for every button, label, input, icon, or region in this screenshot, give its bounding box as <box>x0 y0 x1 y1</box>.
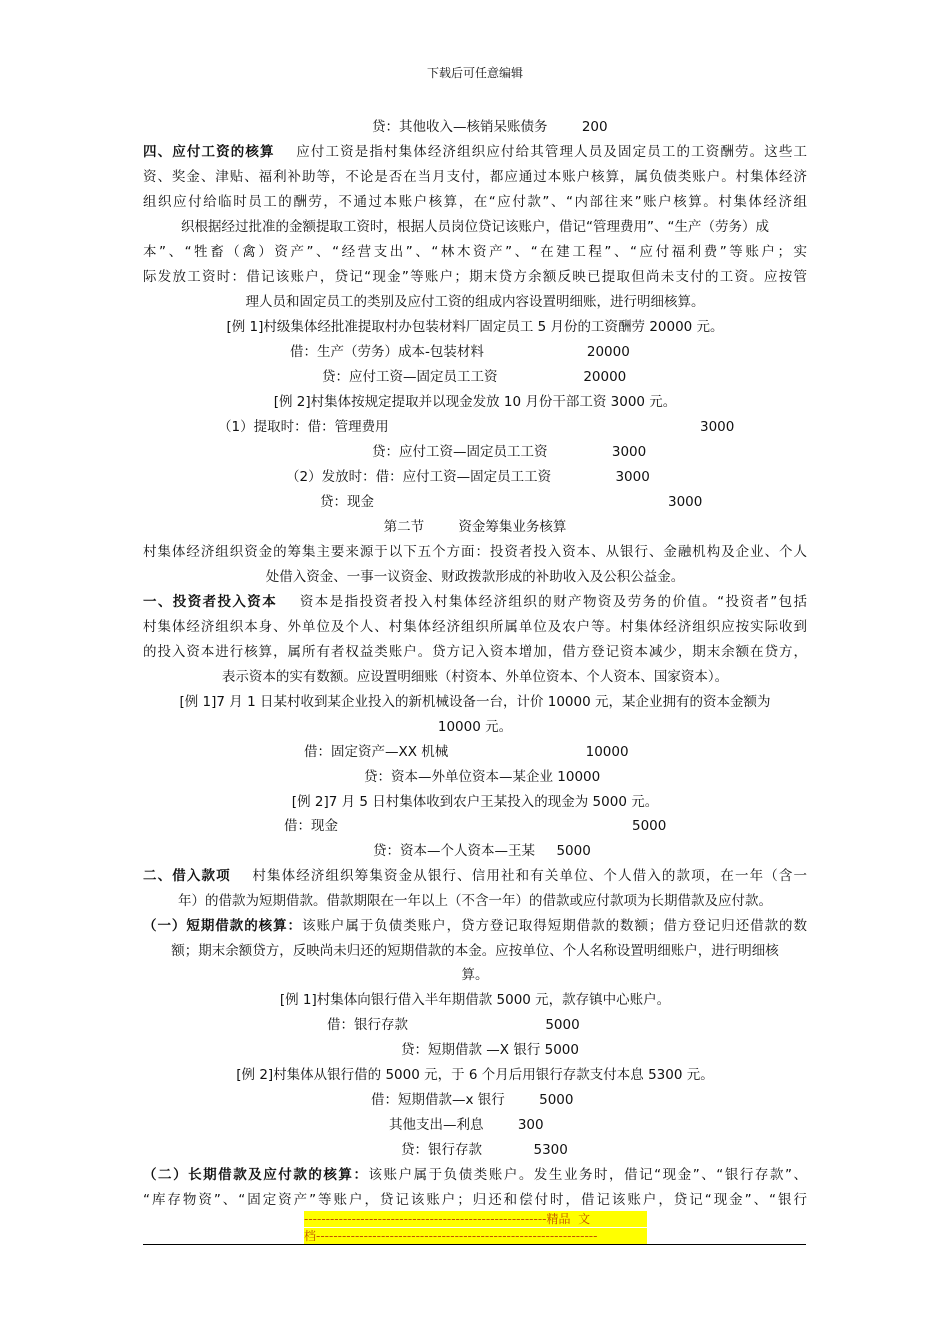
line-text: 算。 <box>461 967 489 983</box>
line-text: 贷：应付工资—固定员工工资 3000 <box>372 444 647 460</box>
footer-text-2: 档----------------------------------------------------------------- <box>304 1229 598 1243</box>
line-text: [例 2]村集体从银行借的 5000 元，于 6 个月后用银行存款支付本息 5300 元。 <box>236 1067 714 1083</box>
line-text: 理人员和固定员工的类别及应付工资的组成内容设置明细账，进行明细核算。 <box>245 294 705 310</box>
line-text: “库存物资”、“固定资产”等账户，贷记该账户；归还和偿付时，借记该账户，贷记“现金”、“银行 <box>143 1192 807 1208</box>
text-line <box>143 693 807 711</box>
line-text: 贷：其他收入—核销呆账债务 200 <box>372 119 608 135</box>
text-line <box>143 966 807 984</box>
line-text: 贷：应付工资—固定员工工资 20000 <box>322 369 627 385</box>
line-text: 借：银行存款 5000 <box>327 1017 580 1033</box>
text-line <box>143 393 807 411</box>
text-line <box>143 892 807 910</box>
text-line <box>143 168 807 186</box>
line-text: 织根据经过批准的金额提取工资时，根据人员岗位贷记该账户，借记“管理费用”、“生产（劳务）成 <box>181 219 769 235</box>
section-heading: 二、借入款项 <box>143 868 231 884</box>
text-line <box>143 568 807 586</box>
line-text: 村集体经济组织筹集资金从银行、信用社和有关单位、个人借入的款项，在一年（含一 <box>230 868 807 884</box>
text-line <box>290 343 630 361</box>
text-line <box>143 718 807 736</box>
text-line <box>143 218 807 236</box>
text-line <box>143 193 807 211</box>
text-line <box>143 293 807 311</box>
text-line <box>143 543 807 561</box>
text-line <box>401 1041 579 1059</box>
line-text: 村集体经济组织资金的筹集主要来源于以下五个方面：投资者投入资本、从银行、金融机构及企业、个人 <box>143 544 807 560</box>
line-text: 额；期末余额贷方，反映尚未归还的短期借款的本金。应按单位、个人名称设置明细账户，进行明细核 <box>171 943 779 959</box>
line-text: 贷：资本—外单位资本—某企业 10000 <box>364 769 601 785</box>
text-line <box>286 468 650 486</box>
text-line <box>143 268 807 286</box>
text-line <box>389 1116 544 1134</box>
text-line <box>401 1141 568 1159</box>
amount-text: 3000 <box>668 494 703 510</box>
text-line <box>364 768 600 786</box>
line-text: （1）提取时：借：管理费用 <box>218 419 389 435</box>
text-line <box>143 618 807 636</box>
amount-text: 3000 <box>700 419 735 435</box>
footer-rule <box>143 1244 806 1245</box>
line-text: 该账户属于负债类账户，贷方登记取得短期借款的数额；借方登记归还借款的数 <box>302 918 808 934</box>
line-text: 处借入资金、一事一议资金、财政拨款形成的补助收入及公积公益金。 <box>265 569 685 585</box>
line-text: 借：现金 <box>284 818 338 834</box>
text-line <box>143 793 807 811</box>
line-text: [例 1]7 月 1 日某村收到某企业投入的新机械设备一台，计价 10000 元，某企业拥有的资本金额为 <box>179 694 771 710</box>
line-text: 表示资本的实有数额。应设置明细账（村资本、外单位资本、个人资本、国家资本）。 <box>221 669 729 685</box>
line-text: 贷：银行存款 5300 <box>401 1142 568 1158</box>
line-text: [例 1]村级集体经批准提取村办包装材料厂固定员工 5 月份的工资酬劳 20000 元。 <box>226 319 724 335</box>
line-text: 贷：现金 <box>320 494 374 510</box>
text-line <box>218 418 389 436</box>
line-text: 应付工资是指村集体经济组织应付给其管理人员及固定员工的工资酬劳。这些工 <box>274 144 808 160</box>
line-text: [例 1]村集体向银行借入半年期借款 5000 元，款存镇中心账户。 <box>279 992 671 1008</box>
text-line <box>143 518 807 536</box>
text-line <box>143 1166 807 1184</box>
text-line <box>143 143 807 161</box>
text-line <box>143 668 807 686</box>
line-text: 第二节 资金筹集业务核算 <box>383 519 567 535</box>
line-text: 本”、“牲畜（禽）资产”、“经营支出”、“林木资产”、“在建工程”、“应付福利费”等账户；实 <box>143 244 807 260</box>
text-line <box>143 643 807 661</box>
line-text: 借：短期借款—x 银行 5000 <box>371 1092 574 1108</box>
footer-text-1: --------------------------------------------------------精品 文 <box>304 1212 591 1226</box>
line-text: 际发放工资时：借记该账户，贷记“现金”等账户；期末贷方余额反映已提取但尚未支付的工资。应按管 <box>143 269 807 285</box>
line-text: 借：固定资产—XX 机械 10000 <box>304 744 629 760</box>
line-text: 借：生产（劳务）成本-包装材料 20000 <box>290 344 630 360</box>
line-text: 贷：短期借款 —X 银行 5000 <box>401 1042 579 1058</box>
line-text: 贷：资本—个人资本—王某 5000 <box>373 843 591 859</box>
line-text: 资本是指投资者投入村集体经济组织的财产物资及劳务的价值。“投资者”包括 <box>277 594 807 610</box>
text-line <box>372 118 608 136</box>
line-text: [例 2]7 月 5 日村集体收到农户王某投入的现金为 5000 元。 <box>291 794 659 810</box>
section-heading: 四、应付工资的核算 <box>143 144 275 160</box>
line-text: 年）的借款为短期借款。借款期限在一年以上（不含一年）的借款或应付款项为长期借款及应付款。 <box>178 893 772 909</box>
line-text: 其他支出—利息 300 <box>389 1117 544 1133</box>
text-line <box>143 1066 807 1084</box>
text-line <box>143 942 807 960</box>
text-line <box>284 817 338 835</box>
text-line <box>143 867 807 885</box>
section-heading: （一）短期借款的核算： <box>143 918 303 934</box>
text-line <box>372 443 646 461</box>
line-text: 组织应付给临时员工的酬劳，不通过本账户核算，在“应付款”、“内部往来”账户核算。村集体经济组 <box>143 194 807 210</box>
text-line <box>322 368 626 386</box>
text-line <box>373 842 591 860</box>
section-heading: （二）长期借款及应付款的核算： <box>143 1167 369 1183</box>
line-text: （2）发放时：借：应付工资—固定员工工资 3000 <box>286 469 650 485</box>
line-text: [例 2]村集体按规定提取并以现金发放 10 月份干部工资 3000 元。 <box>273 394 677 410</box>
line-text: 村集体经济组织本身、外单位及个人、村集体经济组织所属单位及农户等。村集体经济组织应按实际收到 <box>143 619 807 635</box>
text-line <box>143 593 807 611</box>
line-text: 该账户属于负债类账户。发生业务时，借记“现金”、“银行存款”、 <box>368 1167 808 1183</box>
line-text: 10000 元。 <box>437 719 513 735</box>
text-line <box>143 1191 807 1209</box>
text-line <box>143 318 807 336</box>
text-line <box>143 991 807 1009</box>
line-text: 资、奖金、津贴、福利补助等，不论是否在当月支付，都应通过本账户核算，属负债类账户。村集体经济 <box>143 169 807 185</box>
text-line <box>327 1016 580 1034</box>
section-heading: 一、投资者投入资本 <box>143 594 278 610</box>
text-line <box>320 493 374 511</box>
text-line <box>371 1091 573 1109</box>
text-line <box>304 743 629 761</box>
text-line <box>143 243 807 261</box>
page-header: 下载后可任意编辑 <box>426 66 523 80</box>
amount-text: 5000 <box>632 818 667 834</box>
line-text: 的投入资本进行核算，属所有者权益类账户。贷方记入资本增加，借方登记资本减少，期末余额在贷方， <box>143 644 807 660</box>
text-line <box>143 917 807 935</box>
